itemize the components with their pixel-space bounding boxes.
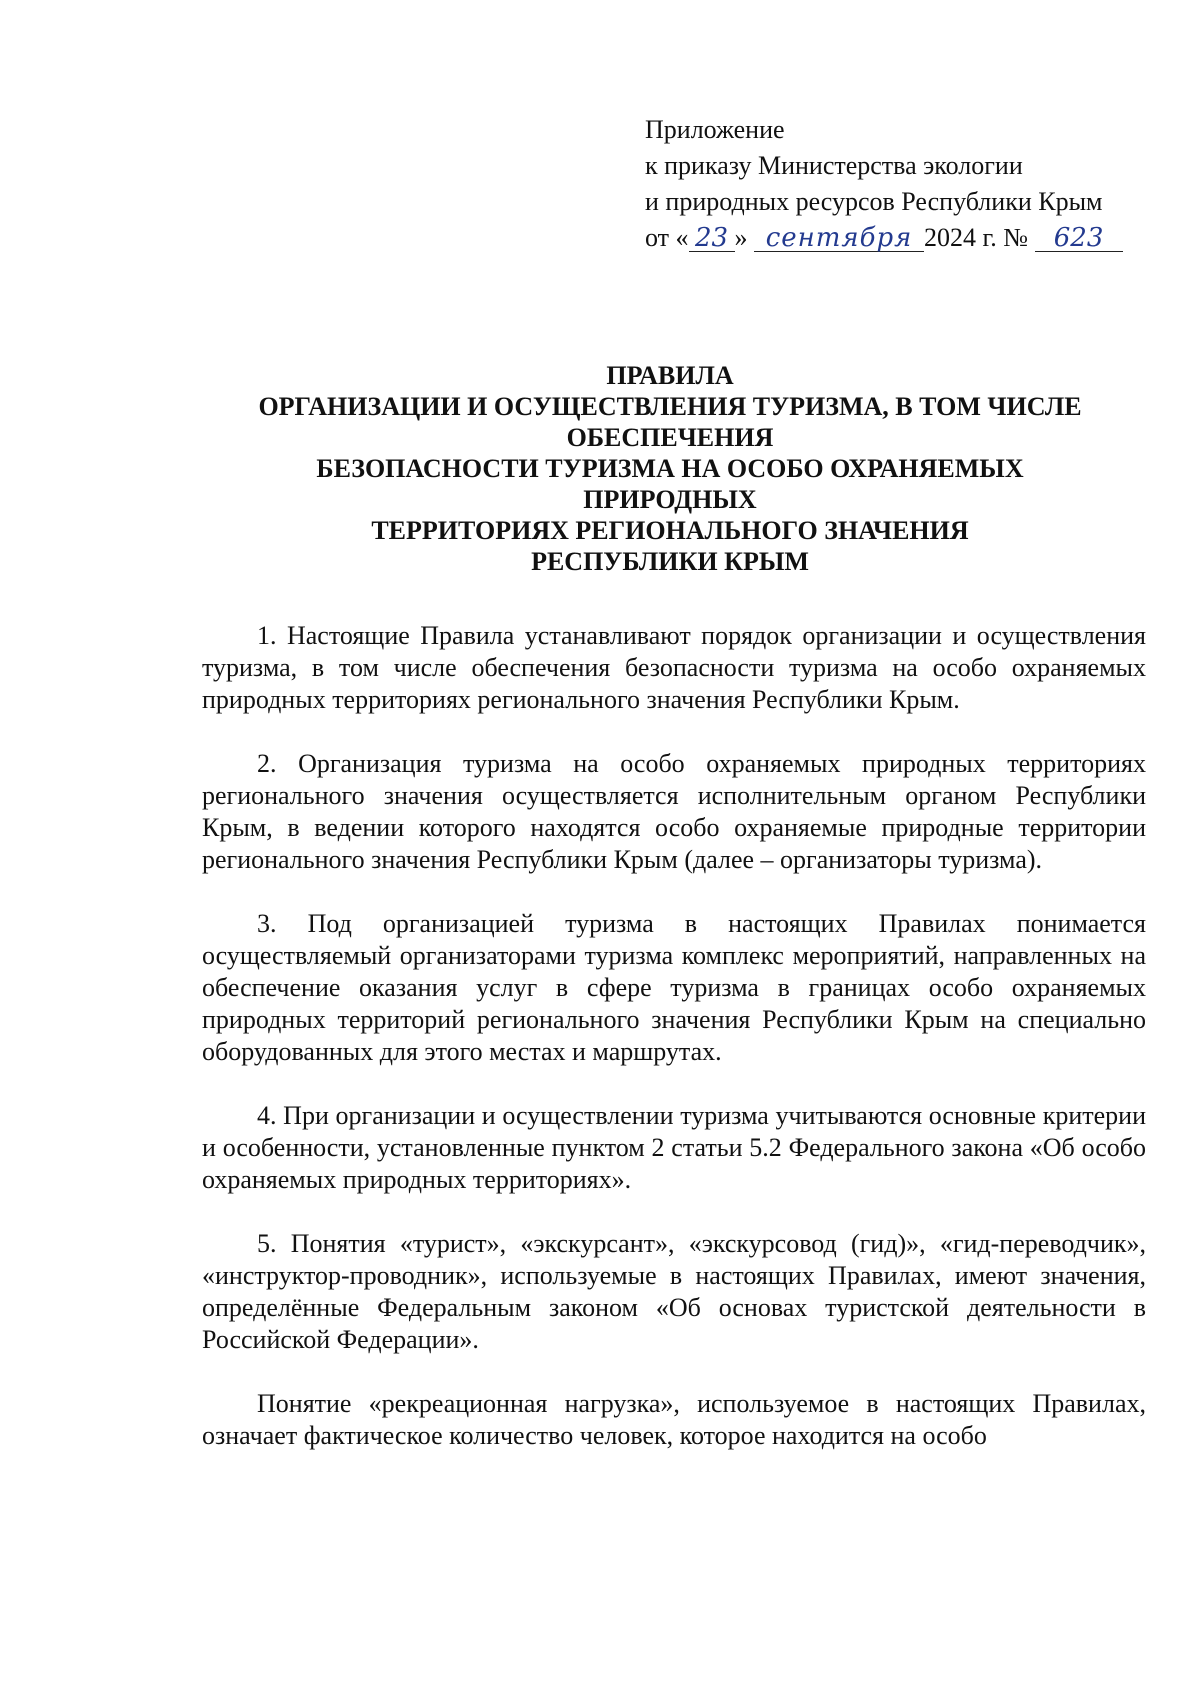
paragraph-2: 2. Организация туризма на особо охраняемых природных территориях регионального значения осуществляется исполнительным органом Республики Крым, в ведении которого находятся особо охраняемые природные территории регионального значения Республики Крым (далее – организаторы туризма). (202, 749, 1146, 874)
appendix-order-ref: к приказу Министерства экологии (645, 151, 1023, 180)
title-line: ТЕРРИТОРИЯХ РЕГИОНАЛЬНОГО ЗНАЧЕНИЯ (371, 516, 969, 545)
paragraph-3: 3. Под организацией туризма в настоящих Правилах понимается осуществляемый организаторами туризма комплекс мероприятий, направленных на обеспечение оказания услуг в сфере туризма в границах особо охраняемых природных территорий регионального значения Республики Крым на специально оборудованных для этого местах и маршрутах. (202, 909, 1146, 1066)
appendix-ministry: и природных ресурсов Республики Крым (645, 187, 1103, 216)
date-prefix: от « (645, 223, 689, 252)
appendix-block (645, 112, 1165, 256)
date-month-handwritten: сентября (754, 225, 924, 252)
title-line: ПРАВИЛА (606, 361, 734, 390)
paragraph-5: 5. Понятия «турист», «экскурсант», «экскурсовод (гид)», «гид-переводчик», «инструктор-проводник», используемые в настоящих Правилах, имеют значения, определённые Федеральным законом «Об основах туристской деятельности в Российской Федерации». (202, 1229, 1146, 1354)
title-line: БЕЗОПАСНОСТИ ТУРИЗМА НА ОСОБО ОХРАНЯЕМЫХ (316, 454, 1024, 483)
date-year: 2024 г. № (924, 223, 1029, 252)
document-title (180, 360, 1160, 577)
title-line: ОБЕСПЕЧЕНИЯ (566, 423, 774, 452)
appendix-label: Приложение (645, 115, 785, 144)
order-number-handwritten: 623 (1035, 225, 1123, 252)
date-mid: » (734, 223, 748, 252)
paragraph-1: 1. Настоящие Правила устанавливают порядок организации и осуществления туризма, в том числе обеспечения безопасности туризма на особо охраняемых природных территориях регионального значения Республики Крым. (202, 621, 1146, 714)
title-line: ПРИРОДНЫХ (583, 485, 757, 514)
document-body (202, 620, 1146, 1452)
title-line: РЕСПУБЛИКИ КРЫМ (531, 547, 809, 576)
date-day-handwritten: 23 (689, 225, 735, 252)
appendix-date-line (645, 220, 1165, 256)
paragraph-recreational-load: Понятие «рекреационная нагрузка», используемое в настоящих Правилах, означает фактическое количество человек, которое находится на особо (202, 1389, 1146, 1450)
paragraph-4: 4. При организации и осуществлении туризма учитываются основные критерии и особенности, установленные пунктом 2 статьи 5.2 Федерального закона «Об особо охраняемых природных территориях». (202, 1101, 1146, 1194)
title-line: ОРГАНИЗАЦИИ И ОСУЩЕСТВЛЕНИЯ ТУРИЗМА, В ТОМ ЧИСЛЕ (258, 392, 1082, 421)
